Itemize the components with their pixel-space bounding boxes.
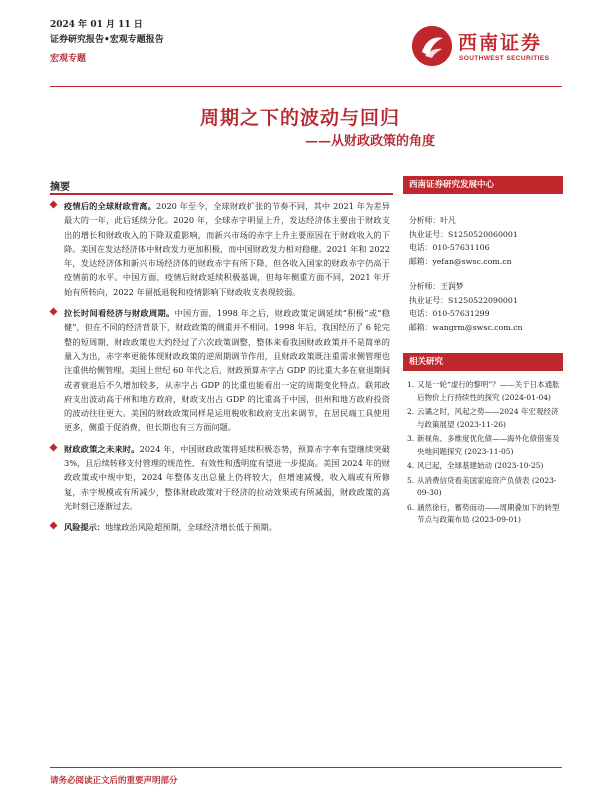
diamond-bullet-icon (50, 443, 58, 451)
report-subtitle: ——从财政政策的角度 (304, 134, 435, 149)
diamond-bullet-icon (50, 201, 58, 209)
paragraph-lead: 风险提示： (64, 522, 105, 533)
diamond-bullet-icon (50, 522, 58, 530)
analyst-phone: 010-57631106 (432, 243, 490, 252)
company-logo (412, 26, 562, 74)
logo-chinese-name: 西南证券 (458, 32, 543, 54)
paragraph-text: 2024 年，中国财政政策将延续积极态势，预算赤字率有望继续突破 3%，且后续转移支付管理的规范性、有效性和透明度有望进一步提高。美国 2024 年的财政政策或中规中矩，2024 年整体支出总量上仍将较大，但增速减慢，收入端或有所修复，赤字规模或有所减少，整体财政政策对于经济的拉动效果或有所减弱，财政政策的高光时刻已逐渐过去。 (64, 443, 390, 511)
report-number: 5. (407, 475, 415, 485)
footer-divider (50, 767, 562, 768)
analyst-license: S1250520060001 (447, 229, 518, 239)
research-center-heading: 西南证券研究发展中心 (403, 176, 563, 194)
paragraph-text: 中国方面，1998 年之后，财政政策定调延续“积极”或“稳健”，但在不同的经济背景下，财政政策的侧重并不相同。1998 年后，我国经历了 6 轮完整的短周期，财政政策也大约经过了六次政策调整，整体来看我国财政政策并不是简单的量入为出，赤字率更能体现财政政策的逆周期调节作用，且财政政策既注重需求侧管理也注重供给侧管理。美国上世纪 60 年代之后，财政预算赤字占 GDP 的比重大多在衰退期间或者衰退后不久增加较多，从赤字占 GDP 的比重也能看出一定的周期变化特点。联邦政府支出波动高于州和地方政府，财政支出占 GDP 的比重高于中国，但州和地方政府投资的波动往往更大。美国的财政政策同样是运用税收和政府支出来调节，在居民端工具使用更多，侧重于促消费，但长期也有三方面问题。 (64, 308, 391, 433)
analyst-email-label: 邮箱： (409, 256, 433, 266)
paragraph-lead: 财政政策之未来时。 (64, 443, 140, 454)
abstract-heading: 摘要 (50, 182, 70, 193)
analyst-license-label: 执业证号： (409, 229, 448, 239)
analyst-phone: 010-57631299 (432, 309, 490, 318)
logo-emblem-icon (412, 26, 452, 66)
analyst-name: 王润梦 (440, 282, 464, 291)
report-header (50, 18, 164, 67)
analyst-name-label: 分析师： (409, 216, 441, 225)
paragraph-text: 2020 年至今，全球财政扩张的节奏不同，其中 2021 年为差异最大的一年，此后延续分化。2020 年，全球赤字明显上升，发达经济体主要由于财政支出的增长和财政收入的下降双重影响，而新兴市场的赤字上升主要原因在于财政收入的下降。美国在发达经济体中财政发力更加积极，而中国财政发力相对稳健。2021 年和 2022 年，发达经济体和新兴市场经济体的财政赤字有所下降，但各收入国家的财政赤字仍高于疫情前的水平。中国方面，疫情后财政延续积极基调，但每年侧重方面不同，2021 年开始有所转向，2022 年留抵退税和疫情影响下财政收支表现较弱。 (64, 201, 390, 297)
logo-english-name: SOUTHWEST SECURITIES (459, 55, 550, 62)
report-number: 2. (407, 407, 415, 416)
abstract-paragraph (50, 442, 390, 513)
report-number: 4. (407, 461, 415, 470)
report-tag: 宏观专题 (50, 54, 87, 64)
report-text: 风已起，全球基建始动 (2023-10-25) (417, 461, 544, 470)
footer-disclaimer: 请务必阅读正文后的重要声明部分 (50, 776, 178, 786)
report-series: 证券研究报告•宏观专题报告 (50, 35, 164, 45)
report-text: 云谲之时，风起之势——2024 年宏观经济与政策展望 (2023-11-26) (417, 407, 559, 429)
report-number: 6. (407, 502, 415, 512)
related-report-item[interactable] (407, 433, 563, 458)
analyst-license-label: 执业证号： (409, 295, 448, 305)
abstract-paragraph (50, 306, 390, 435)
abstract-divider (50, 193, 393, 195)
analyst-license: S1250522090001 (447, 295, 518, 305)
paragraph-lead: 疫情后的全球财政背离。 (64, 201, 157, 211)
abstract-paragraph (50, 199, 390, 299)
analyst-phone-label: 电话： (409, 243, 433, 252)
header-divider (50, 86, 562, 87)
related-report-item[interactable] (407, 460, 563, 473)
analyst-email[interactable]: yefan@swsc.com.cn (432, 256, 512, 266)
paragraph-lead: 拉长时间看经济与财政周期。 (64, 308, 175, 319)
report-title: 周期之下的波动与回归 (199, 107, 400, 129)
related-report-item[interactable] (407, 502, 563, 527)
report-text: 从消费信贷看美国家庭资产负债表 (2023-09-30) (417, 475, 557, 497)
analyst-name: 叶凡 (440, 216, 456, 225)
analyst-email[interactable]: wangrm@swsc.com.cn (432, 322, 523, 332)
related-report-item[interactable] (407, 406, 563, 431)
related-report-item[interactable] (407, 475, 563, 500)
report-text: 涵然徐行，蓄势而动——周期叠加下的转型节点与政策布局 (2023-09-01) (417, 502, 560, 524)
analyst-phone-label: 电话： (409, 309, 433, 318)
analyst-card (403, 214, 563, 268)
analyst-card (403, 280, 563, 334)
report-number: 3. (407, 434, 415, 443)
report-number: 1. (407, 380, 415, 389)
abstract-body (50, 199, 390, 542)
analyst-name-label: 分析师： (409, 282, 441, 291)
report-text: 又是一轮“虚行的黎明”？——关于日本通胀后物价上行持续性的探究 (2024-01-04) (417, 380, 560, 402)
related-report-item[interactable] (407, 379, 563, 404)
analyst-email-label: 邮箱： (409, 322, 433, 332)
abstract-paragraph (50, 520, 390, 534)
sidebar (403, 176, 563, 529)
paragraph-text: 地缘政治风险超预期，全球经济增长低于预期。 (104, 522, 277, 533)
related-research-heading: 相关研究 (403, 353, 563, 371)
related-reports-list (403, 379, 563, 527)
diamond-bullet-icon (50, 308, 58, 316)
report-date: 2024 年 01 月 11 日 (50, 20, 143, 30)
report-text: 新视角、多维度优化债——海外化债借鉴及央地问题探究 (2023-11-05) (417, 434, 560, 456)
